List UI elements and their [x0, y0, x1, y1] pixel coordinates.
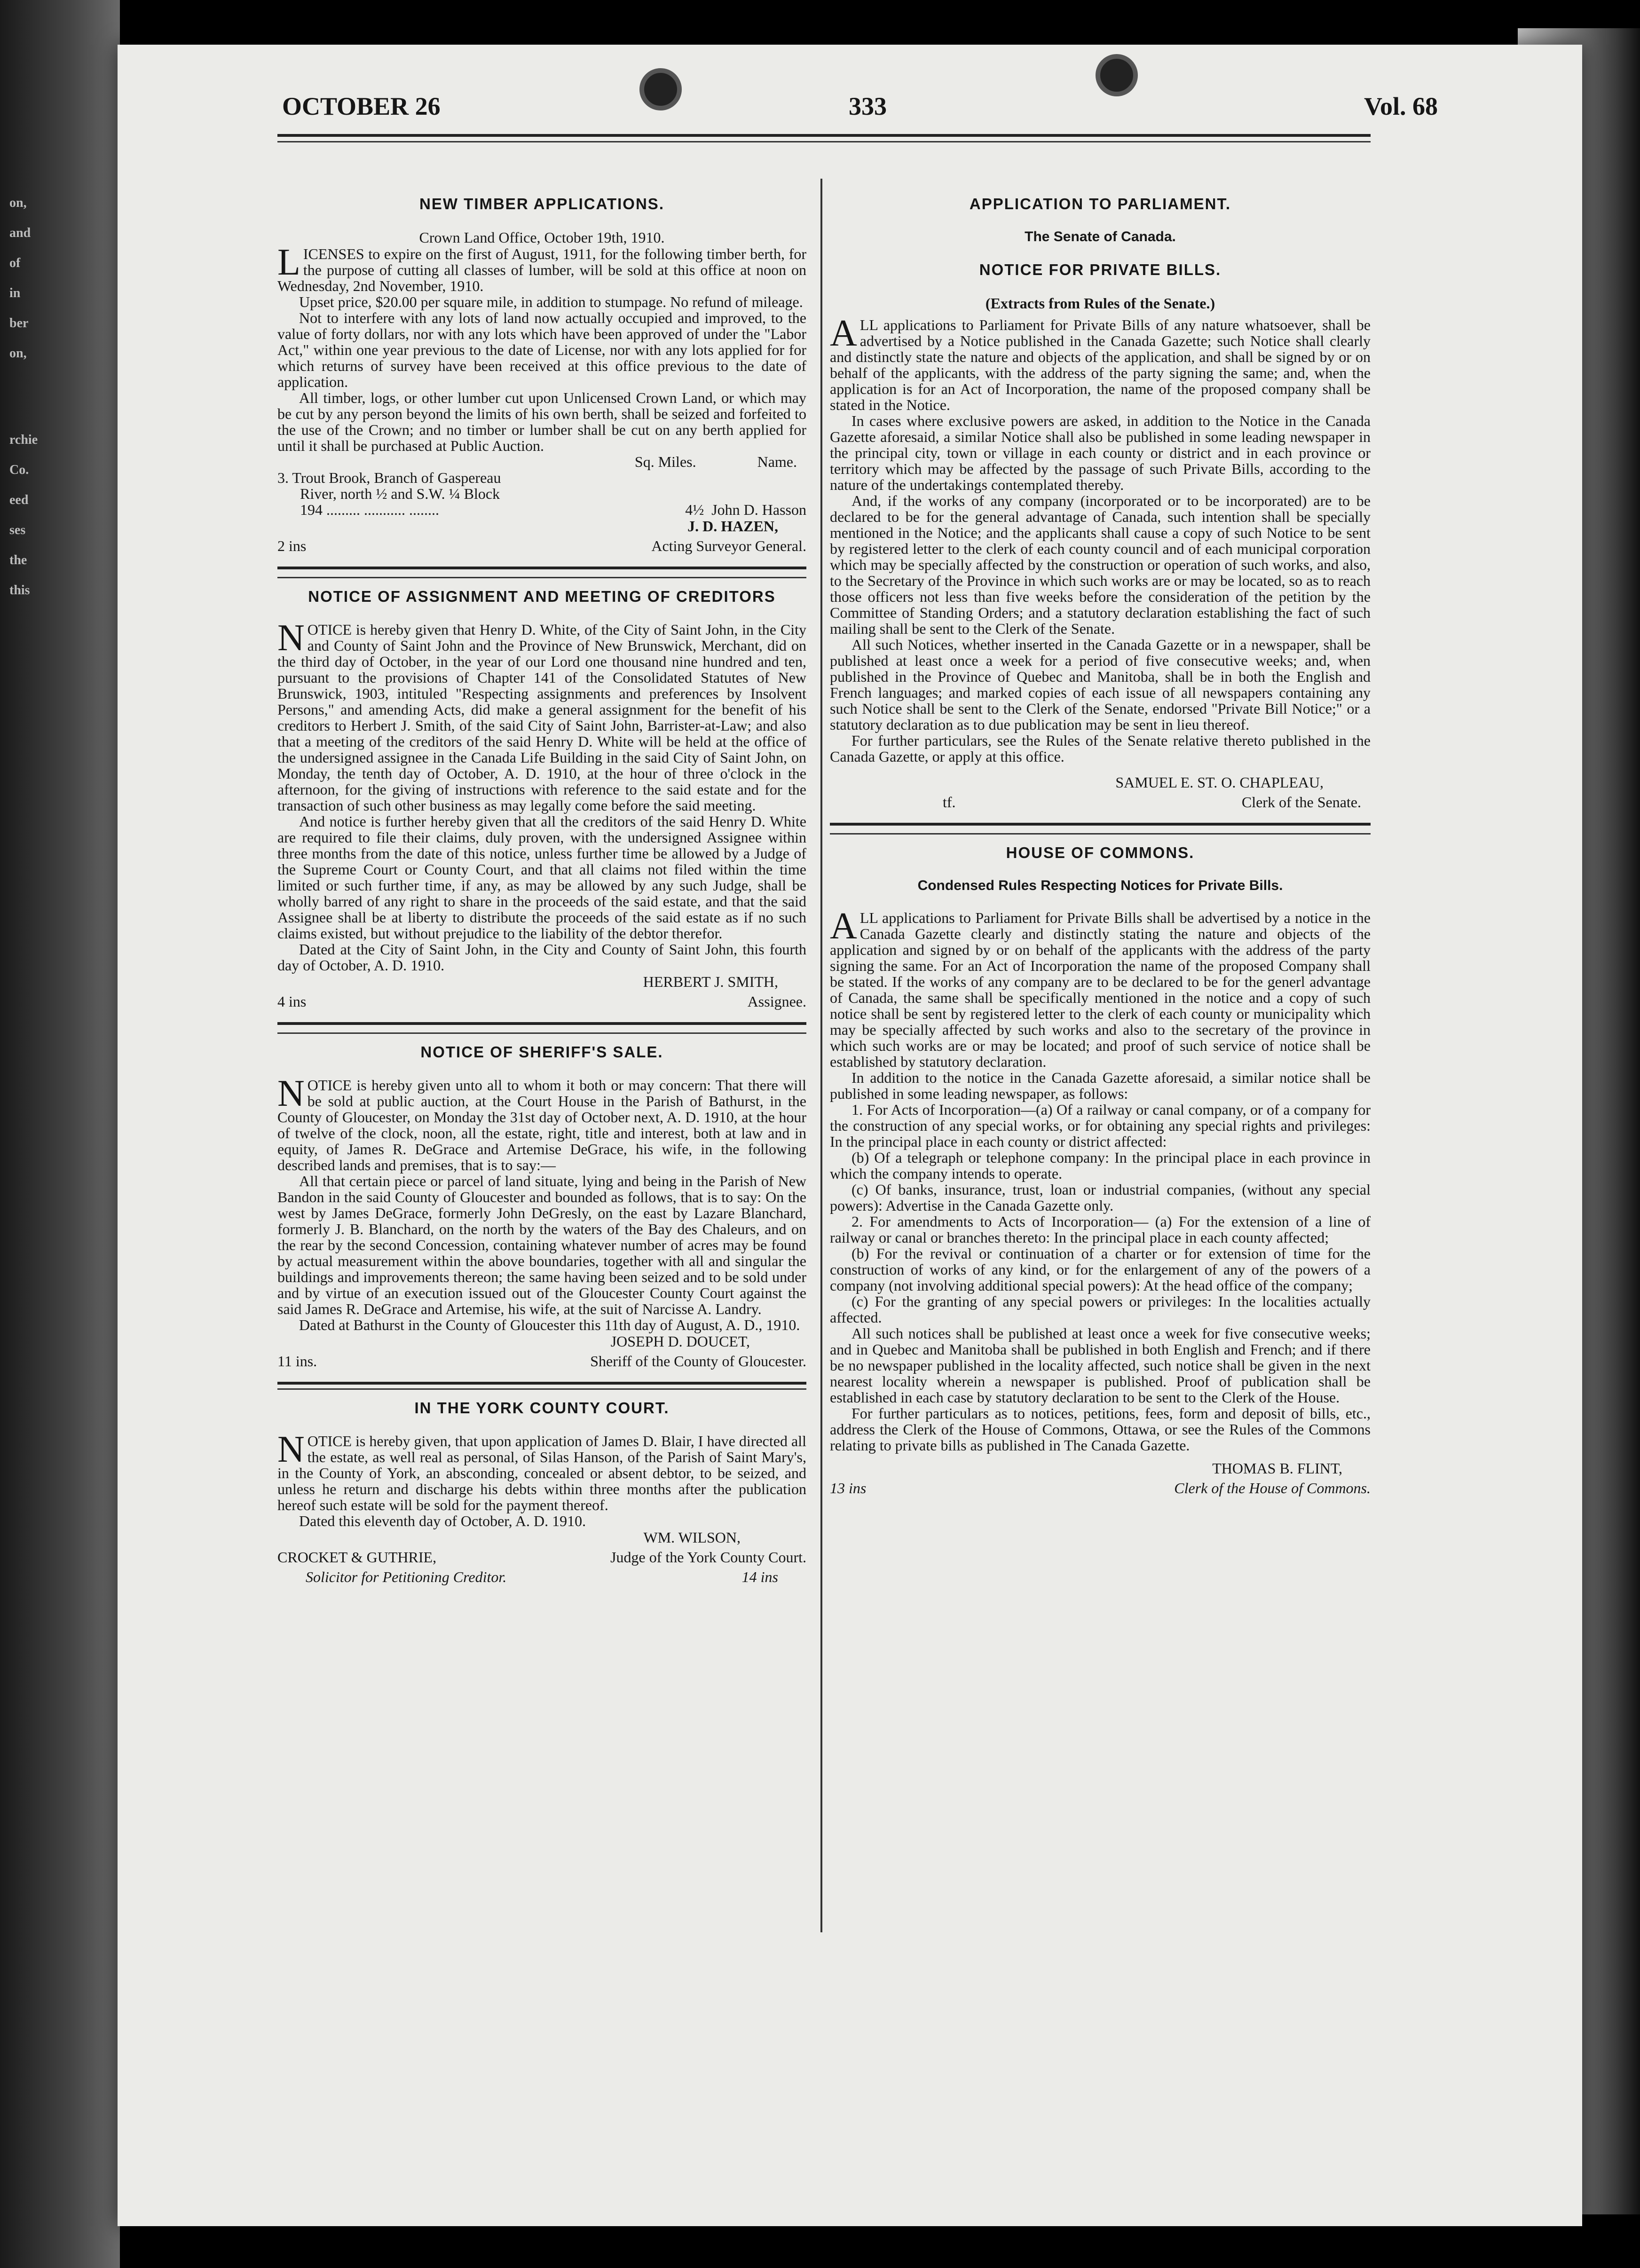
spine-fragment: ber [9, 316, 29, 331]
york-para: Dated this eleventh day of October, A. D. 1910. [299, 1512, 586, 1529]
spine-fragment: eed [9, 493, 29, 507]
sheriff-title: NOTICE OF SHERIFF'S SALE. [420, 1043, 663, 1061]
left-column [277, 186, 806, 1585]
york-court-notice [277, 1399, 806, 1585]
binding-hole-right [1096, 54, 1138, 96]
header-volume: Vol. 68 [1364, 92, 1438, 120]
senate-para: All such Notices, whether inserted in the Canada Gazette or in a newspaper, shall be published at least once a week for a period of five consecutive weeks; and, when published in the Province of Quebec and Manitoba, shall be in both the English and French languages; and marked copies of each issue of all newspapers containing any such Notice shall be sent to the Clerk of the Senate, endorsed "Private Bill Notice;" or a statutory declaration as to due publication may be sent in lieu thereof. [830, 636, 1371, 733]
berth-line: 194 ......... ........... ........ [300, 501, 439, 518]
commons-para: All such notices shall be published at least once a week for five consecutive weeks; and in Quebec and Manitoba shall be published in both English and French; and if there be no newspaper published in the locality affected, such notice shall be given in the next nearest locality wherein a newspaper is published. Proof of publication shall be established in each case by statutory declaration to be sent to the Clerk of the House. [830, 1325, 1371, 1406]
commons-ins: 13 ins [830, 1480, 867, 1496]
commons-para: In addition to the notice in the Canada Gazette aforesaid, a similar notice shall be published in some leading newspaper, as follows: [830, 1069, 1371, 1102]
header-page-number: 333 [849, 92, 887, 120]
senate-signer: SAMUEL E. ST. O. CHAPLEAU, [1115, 774, 1324, 791]
timber-para: Upset price, $20.00 per square mile, in addition to stumpage. No refund of mileage. [299, 293, 803, 310]
senate-title: APPLICATION TO PARLIAMENT. [969, 195, 1231, 213]
senate-extracts: (Extracts from Rules of the Senate.) [985, 295, 1215, 312]
spine-fragment: Co. [9, 463, 29, 477]
york-signer: WM. WILSON, [643, 1529, 741, 1546]
senate-para: In cases where exclusive powers are asked, in addition to the Notice in the Canada Gazette aforesaid, a similar Notice shall also be published in some leading newspaper in the principal city, town or village in each county or district and in each province or territory which may be affected by the passage of such Private Bills, according to the nature of the undertakings contemplated thereby. [830, 412, 1371, 493]
timber-para: LICENSES to expire on the first of August, 1911, for the following timber berth, for the purpose of cutting all classes of lumber, will be sold at this office at noon on Wednesday, 2nd November, 1910. [277, 242, 806, 294]
commons-para: (b) Of a telegraph or telephone company: In the principal place in each province in which the company intends to operate. [830, 1149, 1371, 1182]
assignment-para: NOTICE is hereby given that Henry D. White, of the City of Saint John, in the City and County of Saint John and the Province of New Brunswick, Merchant, did on the third day of October, in the year of our Lord one thousand nine hundred and ten, pursuant to the provisions of Chapter 141 of the Consolidated Statutes of New Brunswick, 1903, intituled "Respecting assignments and preferences by Insolvent Persons," and amending Acts, did make a general assignment for the benefit of his creditors to Herbert J. Smith, of the said City of Saint John, Barrister-at-Law; and also that a meeting of the creditors of the said Henry D. White will be held at the office of the undersigned assignee in the Canada Life Building in the said City of Saint John, on Monday, the tenth day of October, A. D. 1910, at the hour of three o'clock in the afternoon, for the giving of instructions with reference to the said estate and for the transaction of such other business as may legally come before the said meeting. [277, 617, 806, 814]
berth-miles: 4½ [685, 501, 704, 518]
sheriff-signer-title: Sheriff of the County of Gloucester. [590, 1353, 806, 1370]
senate-subtitle: The Senate of Canada. [1025, 229, 1176, 244]
senate-signer-title: Clerk of the Senate. [1241, 794, 1361, 811]
timber-dateline: Crown Land Office, October 19th, 1910. [419, 229, 665, 246]
assignment-para: Dated at the City of Saint John, in the City and County of Saint John, this fourth day of October, A. D. 1910. [277, 941, 806, 974]
assignment-ins: 4 ins [277, 993, 307, 1010]
spine-fragment: on, [9, 196, 27, 210]
senate-para: For further particulars, see the Rules of the Senate relative thereto published in the Canada Gazette, or apply at this office. [830, 732, 1371, 765]
spine-fragment: this [9, 583, 30, 598]
sheriff-para: Dated at Bathurst in the County of Gloucester this 11th day of August, A. D., 1910. [299, 1316, 800, 1333]
spine-fragment: ses [9, 523, 26, 537]
berth-line: River, north ½ and S.W. ¼ Block [300, 485, 500, 502]
timber-title: NEW TIMBER APPLICATIONS. [419, 195, 664, 213]
sheriff-signer: JOSEPH D. DOUCET, [610, 1333, 750, 1350]
timber-signer-title: Acting Surveyor General. [651, 537, 806, 554]
commons-signer: THOMAS B. FLINT, [1212, 1460, 1342, 1477]
york-ins: 14 ins [741, 1568, 778, 1585]
spine-fragment: of [9, 256, 21, 270]
york-title: IN THE YORK COUNTY COURT. [414, 1399, 670, 1417]
commons-para: 1. For Acts of Incorporation—(a) Of a railway or canal company, or of a company for the construction of any special works, or for obtaining any special rights and privileges: In the principal place in each county or district affected: [830, 1101, 1371, 1150]
spine-fragment: and [9, 226, 31, 240]
senate-para: ALL applications to Parliament for Private Bills of any nature whatsoever, shall be advertised by a Notice published in the Canada Gazette; such Notice shall clearly and distinctly state the nature and objects of the application, and shall be signed by or on behalf of the applicants, with the address of the party signing the same; and, when the application is for an Act of Incorporation, the name of the proposed company shall be stated in the Notice. [830, 313, 1371, 413]
commons-para: (c) Of banks, insurance, trust, loan or industrial companies, (without any special powers): Advertise in the Canada Gazette only. [830, 1181, 1371, 1214]
section-divider [277, 567, 806, 578]
york-solicitor: CROCKET & GUTHRIE, [277, 1549, 437, 1566]
commons-para: For further particulars as to notices, petitions, fees, form and deposit of bills, etc., address the Clerk of the House of Commons, Ottawa, or see the Rules of the Commons relating to private bills as published in The Canada Gazette. [830, 1405, 1371, 1454]
york-para: NOTICE is hereby given, that upon application of James D. Blair, I have directed all the estate, as well real as personal, of Silas Hanson, of the Parish of Saint Mary's, in the County of York, an absconding, concealed or absent debtor, to be seized, and unless he return and discharge his debts within three months after the publication hereof such estate will be sold for the payment thereof. [277, 1429, 806, 1513]
senate-ins: tf. [943, 794, 956, 811]
sheriff-para: NOTICE is hereby given unto all to whom it both or may concern: That there will be sold at public auction, at the Court House in the Parish of Bathurst, in the County of Gloucester, on Monday the 31st day of October next, A. D. 1910, at the hour of twelve of the clock, noon, all the estate, right, title and interest, both at law and in equity, of James R. DeGrace and Artemise DeGrace, his wife, in the following described lands and premises, that is to say:— [277, 1073, 806, 1173]
assignment-signer: HERBERT J. SMITH, [643, 973, 778, 990]
adjacent-page-spine [0, 0, 120, 2268]
assignment-notice [277, 588, 806, 1010]
senate-notice-heading: NOTICE FOR PRIVATE BILLS. [979, 261, 1222, 278]
sheriff-notice [277, 1043, 806, 1370]
header-rule [277, 134, 1371, 137]
col-header-name: Name. [757, 453, 797, 470]
timber-para: Not to interfere with any lots of land now actually occupied and improved, to the value of forty dollars, nor with any lots which have been approved of under the "Labor Act," within one year previous to the date of License, nor with any lots applied for for which returns of survey have been received at this office previous to the date of application. [277, 309, 806, 390]
spine-fragment: in [9, 286, 21, 300]
commons-para: (b) For the revival or continuation of a charter or for extension of time for the construction of works of any kind, or for the enlargement of any of the powers of a company (not involving additional special powers): At the head office of the company; [830, 1245, 1371, 1294]
berth-line: 3. Trout Brook, Branch of Gaspereau [277, 469, 501, 486]
commons-notice [830, 844, 1371, 1496]
section-divider [277, 1382, 806, 1390]
col-header-sq-miles: Sq. Miles. [634, 453, 696, 470]
commons-subtitle: Condensed Rules Respecting Notices for Private Bills. [917, 878, 1283, 893]
header-rule-thin [277, 141, 1371, 142]
york-solicitor-title: Solicitor for Petitioning Creditor. [306, 1568, 507, 1585]
timber-para: All timber, logs, or other lumber cut upon Unlicensed Crown Land, or which may be cut by any person beyond the limits of his own berth, shall be seized and forfeited to the use of the Crown; and no timber or lumber shall be cut on any berth applied for until it shall be purchased at Public Auction. [277, 389, 806, 454]
spine-fragment: the [9, 553, 27, 567]
senate-para: And, if the works of any company (incorporated or to be incorporated) are to be declared to be for the general advantage of Canada, such intention shall be specially mentioned in the Notice; and the applicants shall cause a copy of such Notice to be sent by registered letter to the clerk of each county council and of each municipal corporation which may be specially affected by the construction or operation of such works, and also, to the Secretary of the Province in which such works are or may be located, so as to reach those officers not less than five weeks before the consideration of the petition by the Committee of Standing Orders; and a statutory declaration establishing the fact of such mailing shall be sent to the Clerk of the Senate. [830, 492, 1371, 637]
york-signer-title: Judge of the York County Court. [610, 1549, 806, 1566]
sheriff-para: All that certain piece or parcel of land situate, lying and being in the Parish of New Bandon in the said County of Gloucester and bounded as follows, that is to say: On the west by James DeGrace, formerly John DeGresly, on the east by Lazare Blanchard, formerly J. B. Blanchard, on the north by the waters of the Bay des Chaleurs, and on the rear by the second Concession, containing whatever number of acres may be found by actual measurement within the above boundaries, together with all and singular the buildings and improvements thereon; the same having been seized and to be sold under and by virtue of an execution issued out of the Gloucester County Court against the said James R. DeGrace and Artemise, his wife, at the suit of Narcisse A. Landry. [277, 1173, 806, 1317]
senate-notice [830, 195, 1371, 811]
commons-para: 2. For amendments to Acts of Incorporation— (a) For the extension of a line of railway or canal or branches thereto: In the principal place in each county affected; [830, 1213, 1371, 1246]
spine-text-fragments [9, 188, 103, 606]
timber-signer: J. D. HAZEN, [687, 518, 778, 535]
section-divider [277, 1022, 806, 1034]
berth-name: John D. Hasson [711, 501, 806, 518]
commons-para: (c) For the granting of any special powers or privileges: In the localities actually affected. [830, 1293, 1371, 1326]
section-divider [830, 823, 1371, 835]
commons-para: ALL applications to Parliament for Private Bills shall be advertised by a notice in the Canada Gazette clearly and distinctly stating the nature and objects of the application and signed by or on behalf of the applicants with the address of the party signing the same. For an Act of Incorporation the name of the proposed Company shall be stated. If the works of any company are to be declared to be for the generl advantage of Canada, the same shall be specifically mentioned in the notice and a copy of such notice shall be sent by registered letter to the clerk of each county or municipality which may be specially affected by such works and also to the secretary of the province in which such works are or may be located; and proof of such service of notice shall be established by statutory declaration. [830, 906, 1371, 1070]
spine-fragment: on, [9, 346, 27, 361]
assignment-para: And notice is further hereby given that all the creditors of the said Henry D. White are required to file their claims, duly proven, with the undersigned Assignee within three months from the date of this notice, unless further time be allowed by a Judge of the Supreme Court or County Court, and that all claims not filed within the time limited or such further time, if any, as may be allowed by any such Judge, shall be wholly barred of any right to share in the proceeds of the said estate, and that the said Assignee shall be at liberty to distribute the proceeds of the said estate as if no such claims existed, but without prejudice to the liability of the debtor therefor. [277, 813, 806, 942]
timber-notice [277, 195, 806, 554]
assignment-title: NOTICE OF ASSIGNMENT AND MEETING OF CREDITORS [308, 588, 776, 605]
running-header [160, 92, 1438, 129]
assignment-signer-title: Assignee. [747, 993, 806, 1010]
timber-ins: 2 ins [277, 537, 307, 554]
column-rule [820, 179, 822, 1932]
spine-fragment: rchie [9, 433, 38, 447]
sheriff-ins: 11 ins. [277, 1353, 317, 1370]
timber-berth-table [277, 454, 806, 518]
commons-title: HOUSE OF COMMONS. [1006, 844, 1195, 861]
header-date: OCTOBER 26 [282, 92, 441, 120]
commons-signer-title: Clerk of the House of Commons. [1174, 1480, 1371, 1496]
right-column [830, 186, 1371, 1496]
